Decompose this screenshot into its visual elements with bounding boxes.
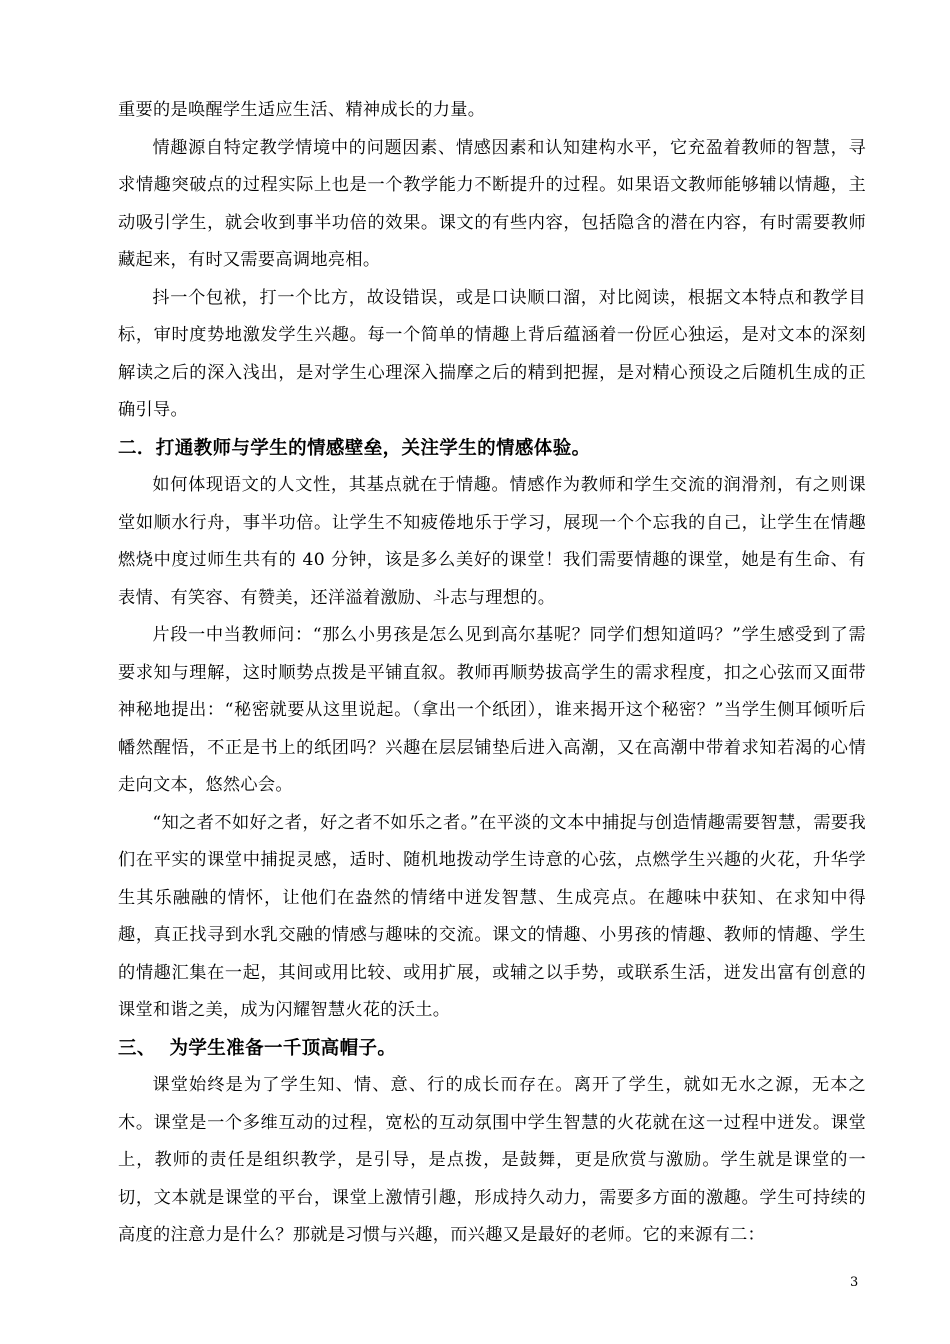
paragraph-zhi-zhi-zhe: “知之者不如好之者，好之者不如乐之者。”在平淡的文本中捕捉与创造情趣需要智慧，需要我们在平实的课堂中捕捉灵感，适时、随机地拨动学生诗意的心弦，点燃学生兴趣的火花，升华学生其乐融融的情怀，让他们在盎然的情绪中迸发智慧、生成亮点。在趣味中获知、在求知中得趣，真正找寻到水乳交融的情感与趣味的交流。课文的情趣、小男孩的情趣、教师的情趣、学生的情趣汇集在一起，其间或用比较、或用扩展，或辅之以手势，或联系生活，迸发出富有创意的课堂和谐之美，成为闪耀智慧火花的沃土。 [118, 812, 866, 1020]
paragraph-techniques: 抖一个包袱，打一个比方，故设错误，或是口诀顺口溜，对比阅读，根据文本特点和教学目标，审时度势地激发学生兴趣。每一个简单的情趣上背后蕴涵着一份匠心独运，是对文本的深刻解读之后的深入浅出，是对学生心理深入揣摩之后的精到把握，是对精心预设之后随机生成的正确引导。 [118, 287, 866, 420]
paragraph-continued: 重要的是唤醒学生适应生活、精神成长的力量。 [118, 100, 486, 120]
section-heading-3: 三、 为学生准备一千顶高帽子。 [118, 1037, 397, 1059]
paragraph-qingqu-source: 情趣源自特定教学情境中的问题因素、情感因素和认知建构水平，它充盈着教师的智慧，寻求情趣突破点的过程实际上也是一个教学能力不断提升的过程。如果语文教师能够辅以情趣，主动吸引学生，就会收到事半功倍的效果。课文的有些内容，包括隐含的潜在内容，有时需要教师藏起来，有时又需要高调地亮相。 [118, 137, 866, 270]
section-heading-2: 二．打通教师与学生的情感壁垒，关注学生的情感体验。 [118, 437, 591, 459]
paragraph-humanistic: 如何体现语文的人文性，其基点就在于情趣。情感作为教师和学生交流的润滑剂，有之则课堂如顺水行舟，事半功倍。让学生不知疲倦地乐于学习，展现一个个忘我的自己，让学生在情趣燃烧中度过师生共有的 40 分钟，该是多么美好的课堂！我们需要情趣的课堂，她是有生命、有表情、有笑容、有赞美，还洋溢着激励、斗志与理想的。 [118, 475, 866, 608]
paragraph-classroom: 课堂始终是为了学生知、情、意、行的成长而存在。离开了学生，就如无水之源，无本之木。课堂是一个多维互动的过程，宽松的互动氛围中学生智慧的火花就在这一过程中迸发。课堂上，教师的责任是组织教学，是引导，是点拨，是鼓舞，更是欣赏与激励。学生就是课堂的一切，文本就是课堂的平台，课堂上激情引趣，形成持久动力，需要多方面的激趣。学生可持续的高度的注意力是什么？那就是习惯与兴趣，而兴趣又是最好的老师。它的来源有二： [118, 1075, 866, 1245]
document-page [118, 92, 866, 1255]
paragraph-fragment-one: 片段一中当教师问：“那么小男孩是怎么见到高尔基呢？同学们想知道吗？”学生感受到了需要求知与理解，这时顺势点拨是平铺直叙。教师再顺势拔高学生的需求程度，扣之心弦而又面带神秘地提出：“秘密就要从这里说起。（拿出一个纸团），谁来揭开这个秘密？”当学生侧耳倾听后幡然醒悟，不正是书上的纸团吗？兴趣在层层铺垫后进入高潮，又在高潮中带着求知若渴的心情走向文本，悠然心会。 [118, 625, 866, 795]
page-number: 3 [850, 1275, 859, 1290]
